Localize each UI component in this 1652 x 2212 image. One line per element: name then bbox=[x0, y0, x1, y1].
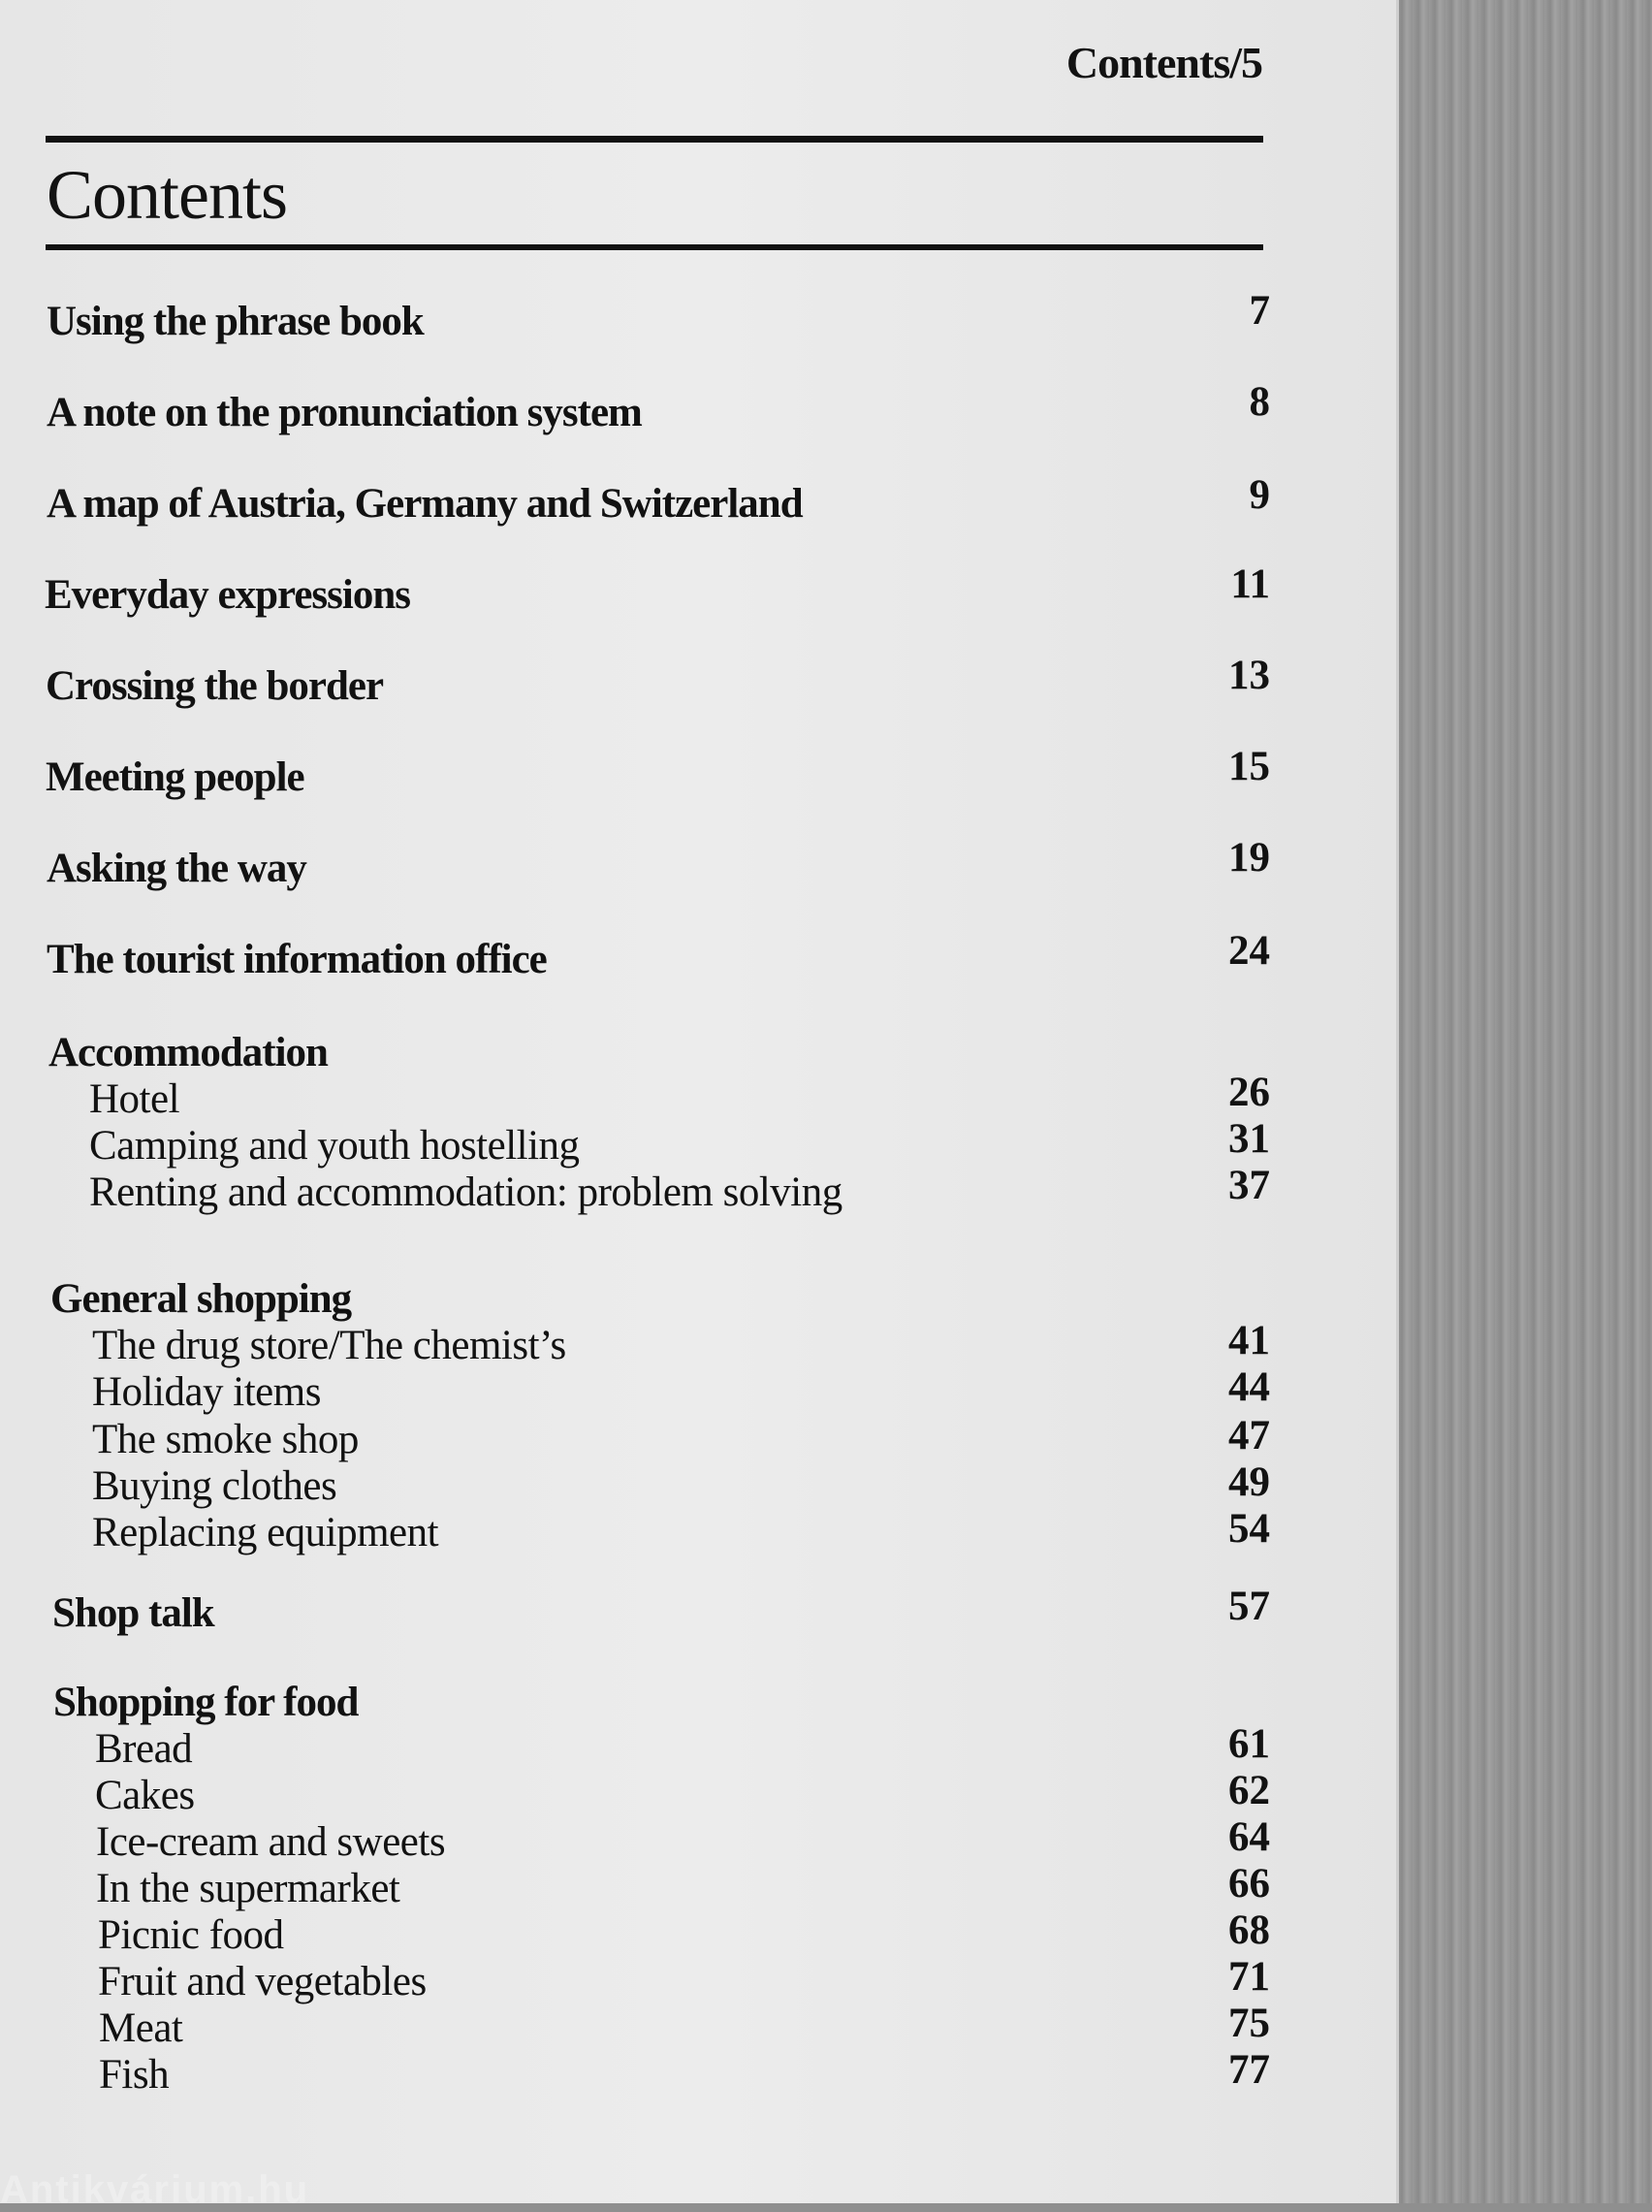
toc-subentry-title: Fish bbox=[99, 2051, 170, 2098]
page-title: Contents bbox=[47, 156, 288, 234]
toc-page-number: 64 bbox=[1228, 1814, 1270, 1860]
toc-subentry-title: Hotel bbox=[89, 1075, 180, 1122]
running-head: Contents/5 bbox=[1065, 38, 1262, 87]
toc-page-number: 77 bbox=[1228, 2047, 1270, 2093]
toc-subentry-title: Fruit and vegetables bbox=[98, 1958, 427, 2004]
toc-entry-title: Crossing the border bbox=[46, 662, 384, 709]
toc-subentry-title: Renting and accommodation: problem solving bbox=[89, 1169, 842, 1215]
toc-entry-title: Asking the way bbox=[47, 845, 306, 891]
toc-page-number: 68 bbox=[1228, 1907, 1270, 1953]
toc-subentry-title: Picnic food bbox=[98, 1911, 284, 1958]
toc-subentry-title: Replacing equipment bbox=[92, 1509, 439, 1555]
toc-page-number: 54 bbox=[1228, 1506, 1270, 1552]
toc-subentry-title: Ice-cream and sweets bbox=[96, 1818, 446, 1865]
toc-entry-title: Everyday expressions bbox=[45, 571, 410, 618]
toc-subentry-title: Holiday items bbox=[92, 1368, 321, 1415]
toc-entry-title: The tourist information office bbox=[47, 936, 547, 982]
toc-page-number: 47 bbox=[1228, 1413, 1270, 1459]
toc-subentry bbox=[92, 1504, 438, 1560]
toc-page-number: 41 bbox=[1228, 1318, 1270, 1363]
toc-entry bbox=[45, 566, 410, 623]
toc-subentry-title: Cakes bbox=[95, 1772, 195, 1818]
toc-page-number: 31 bbox=[1228, 1116, 1270, 1162]
toc-page-number: 9 bbox=[1249, 472, 1270, 518]
toc-entry bbox=[46, 657, 383, 714]
background-surface bbox=[1396, 0, 1652, 2203]
toc-page-number: 13 bbox=[1228, 653, 1270, 698]
toc-section-title: Shopping for food bbox=[53, 1679, 359, 1725]
toc-page-number: 61 bbox=[1228, 1721, 1270, 1767]
toc-entry-title: A note on the pronunciation system bbox=[47, 389, 642, 435]
toc-subentry-title: The drug store/The chemist’s bbox=[92, 1322, 566, 1368]
toc-subentry-title: Meat bbox=[99, 2004, 183, 2051]
toc-page-number: 75 bbox=[1228, 2001, 1270, 2046]
toc-page-number: 49 bbox=[1228, 1459, 1270, 1505]
toc-subentry bbox=[89, 1164, 842, 1220]
toc-subentry-title: Camping and youth hostelling bbox=[89, 1122, 580, 1169]
toc-section-title: Accommodation bbox=[48, 1029, 328, 1075]
toc-section-title: General shopping bbox=[50, 1275, 352, 1322]
toc-page-number: 57 bbox=[1228, 1584, 1270, 1629]
toc-subentry-title: Bread bbox=[95, 1725, 193, 1772]
toc-entry bbox=[52, 1585, 214, 1641]
toc-page-number: 44 bbox=[1228, 1364, 1270, 1410]
toc-page-number: 15 bbox=[1228, 744, 1270, 789]
toc-page-number: 37 bbox=[1228, 1163, 1270, 1208]
toc-entry-title: Shop talk bbox=[52, 1589, 214, 1636]
toc-page-number: 26 bbox=[1228, 1070, 1270, 1115]
toc-subentry-title: The smoke shop bbox=[92, 1416, 359, 1462]
toc-page-number: 66 bbox=[1228, 1861, 1270, 1907]
toc-entry bbox=[47, 475, 803, 531]
toc-entry bbox=[47, 384, 642, 440]
toc-page-number: 19 bbox=[1228, 835, 1270, 881]
toc-entry-title: Using the phrase book bbox=[47, 298, 424, 344]
toc-page-number: 8 bbox=[1249, 379, 1270, 425]
toc-subentry bbox=[99, 2046, 169, 2102]
toc-page-number: 11 bbox=[1230, 561, 1270, 607]
toc-entry bbox=[47, 931, 547, 987]
toc-page-number: 24 bbox=[1228, 928, 1270, 974]
toc-entry bbox=[47, 840, 306, 896]
toc-subentry-title: In the supermarket bbox=[96, 1865, 400, 1911]
toc-entry bbox=[47, 293, 424, 349]
toc-page-number: 71 bbox=[1228, 1954, 1270, 2000]
toc-entry-title: A map of Austria, Germany and Switzerland bbox=[47, 480, 803, 527]
toc-page-number: 62 bbox=[1228, 1768, 1270, 1813]
toc-page-number: 7 bbox=[1249, 288, 1270, 334]
toc-subentry-title: Buying clothes bbox=[92, 1462, 337, 1509]
watermark: Antikvárium.hu bbox=[0, 2168, 310, 2211]
toc-entry-title: Meeting people bbox=[46, 753, 304, 800]
toc-entry bbox=[46, 749, 304, 805]
